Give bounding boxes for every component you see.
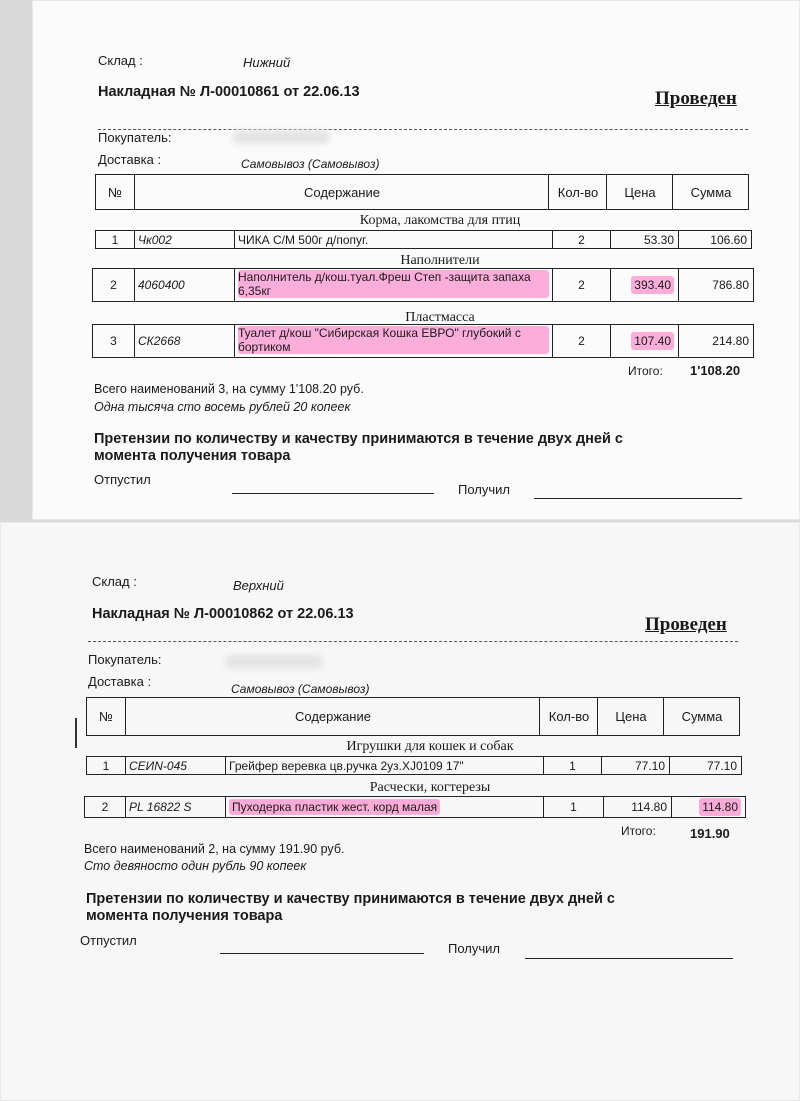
signature-line bbox=[525, 958, 733, 959]
warehouse-value: Нижний bbox=[243, 55, 291, 70]
warehouse-label: Склад : bbox=[98, 53, 143, 68]
row-price: 77.10 bbox=[601, 757, 669, 774]
received-label: Получил bbox=[458, 482, 510, 497]
header-content: Содержание bbox=[134, 175, 549, 209]
row-num: 2 bbox=[101, 800, 109, 814]
row-sum: 106.60 bbox=[678, 231, 751, 248]
header-price: Цена bbox=[597, 698, 664, 735]
summary-line: Всего наименований 2, на сумму 191.90 руб. bbox=[84, 842, 345, 856]
row-code: 4060400 bbox=[134, 269, 234, 301]
header-num: № bbox=[99, 709, 113, 724]
row-name: Туалет д/кош "Сибирская Кошка ЕВРО" глубокий с бортиком bbox=[238, 326, 549, 354]
claims-text: Претензии по количеству и качеству принимаются в течение двух дней с bbox=[94, 431, 623, 447]
row-price: 53.30 bbox=[610, 231, 678, 248]
status-stamp: Проведен bbox=[645, 614, 727, 635]
row-qty: 2 bbox=[552, 269, 610, 301]
buyer-label: Покупатель: bbox=[88, 652, 162, 667]
header-sum: Сумма bbox=[672, 175, 749, 209]
row-price: 393.40 bbox=[631, 276, 674, 294]
row-code: Чк002 bbox=[134, 231, 234, 248]
row-sum: 214.80 bbox=[678, 325, 753, 357]
invoice-title: Накладная № Л-00010861 от 22.06.13 bbox=[98, 84, 360, 100]
header-num: № bbox=[108, 184, 122, 200]
row-qty: 2 bbox=[552, 325, 610, 357]
released-label: Отпустил bbox=[80, 933, 137, 948]
dashed-divider bbox=[98, 129, 748, 130]
row-price: 114.80 bbox=[603, 797, 671, 817]
claims-text: Претензии по количеству и качеству принимаются в течение двух дней с bbox=[86, 891, 615, 907]
signature-line bbox=[220, 953, 424, 954]
header-qty: Кол-во bbox=[539, 698, 598, 735]
header-price: Цена bbox=[606, 175, 673, 209]
claims-text-2: момента получения товара bbox=[94, 448, 291, 464]
row-name: Пуходерка пластик жест. корд малая bbox=[229, 799, 440, 815]
row-num: 1 bbox=[102, 758, 110, 773]
table-row bbox=[84, 796, 746, 818]
row-code: СК2668 bbox=[134, 325, 234, 357]
table-header bbox=[86, 697, 740, 736]
table-row bbox=[92, 324, 754, 358]
total-label: Итого: bbox=[628, 364, 663, 378]
warehouse-value: Верхний bbox=[233, 578, 284, 593]
row-qty: 2 bbox=[552, 231, 610, 248]
header-qty: Кол-во bbox=[548, 175, 607, 209]
row-code: PL 16822 S bbox=[125, 797, 225, 817]
delivery-label: Доставка : bbox=[88, 674, 152, 689]
total-value: 1'108.20 bbox=[690, 363, 741, 378]
row-price: 107.40 bbox=[631, 332, 674, 350]
row-num: 3 bbox=[110, 334, 117, 348]
dashed-divider bbox=[88, 641, 738, 642]
buyer-redacted bbox=[232, 130, 330, 144]
invoice-title: Накладная № Л-00010862 от 22.06.13 bbox=[92, 606, 354, 622]
group-title: Наполнители bbox=[400, 253, 480, 268]
total-value: 191.90 bbox=[690, 826, 730, 841]
delivery-value: Самовывоз (Самовывоз) bbox=[241, 157, 380, 171]
row-sum: 786.80 bbox=[678, 269, 753, 301]
table-header bbox=[95, 174, 749, 210]
buyer-label: Покупатель: bbox=[98, 130, 172, 145]
summary-line: Всего наименований 3, на сумму 1'108.20 руб. bbox=[94, 382, 364, 396]
group-title: Корма, лакомства для птиц bbox=[359, 213, 521, 228]
row-name: ЧИКА С/М 500г д/попуг. bbox=[234, 231, 552, 248]
table-row bbox=[92, 268, 754, 302]
row-num: 1 bbox=[111, 232, 119, 247]
row-qty: 1 bbox=[543, 797, 603, 817]
total-label: Итого: bbox=[621, 824, 656, 838]
status-stamp: Проведен bbox=[655, 88, 737, 109]
row-sum: 114.80 bbox=[699, 798, 741, 816]
header-sum: Сумма bbox=[663, 698, 740, 735]
signature-line bbox=[534, 498, 742, 499]
summary-words: Сто девяносто один рубль 90 копеек bbox=[84, 859, 307, 873]
signature-line bbox=[232, 493, 434, 494]
delivery-value: Самовывоз (Самовывоз) bbox=[231, 682, 370, 696]
row-sum: 77.10 bbox=[669, 757, 741, 774]
group-title: Пластмасса bbox=[405, 310, 475, 325]
summary-words: Одна тысяча сто восемь рублей 20 копеек bbox=[94, 400, 351, 414]
group-title: Игрушки для кошек и собак bbox=[346, 739, 514, 754]
header-content: Содержание bbox=[125, 698, 540, 735]
buyer-redacted bbox=[225, 655, 323, 669]
row-num: 2 bbox=[110, 278, 117, 292]
received-label: Получил bbox=[448, 941, 500, 956]
delivery-label: Доставка : bbox=[98, 152, 162, 167]
row-qty: 1 bbox=[543, 757, 601, 774]
warehouse-label: Склад : bbox=[92, 574, 137, 589]
pen-mark bbox=[75, 718, 77, 748]
table-row bbox=[86, 756, 742, 775]
group-title: Расчески, когтерезы bbox=[369, 780, 491, 795]
row-name: Грейфер веревка цв.ручка 2уз.XJ0109 17" bbox=[225, 757, 543, 774]
table-row bbox=[95, 230, 752, 249]
released-label: Отпустил bbox=[94, 472, 151, 487]
row-name: Наполнитель д/кош.туал.Фреш Степ -защита запаха 6,35кг bbox=[238, 270, 549, 298]
row-code: СЕИN-045 bbox=[125, 757, 225, 774]
claims-text-2: момента получения товара bbox=[86, 908, 283, 924]
